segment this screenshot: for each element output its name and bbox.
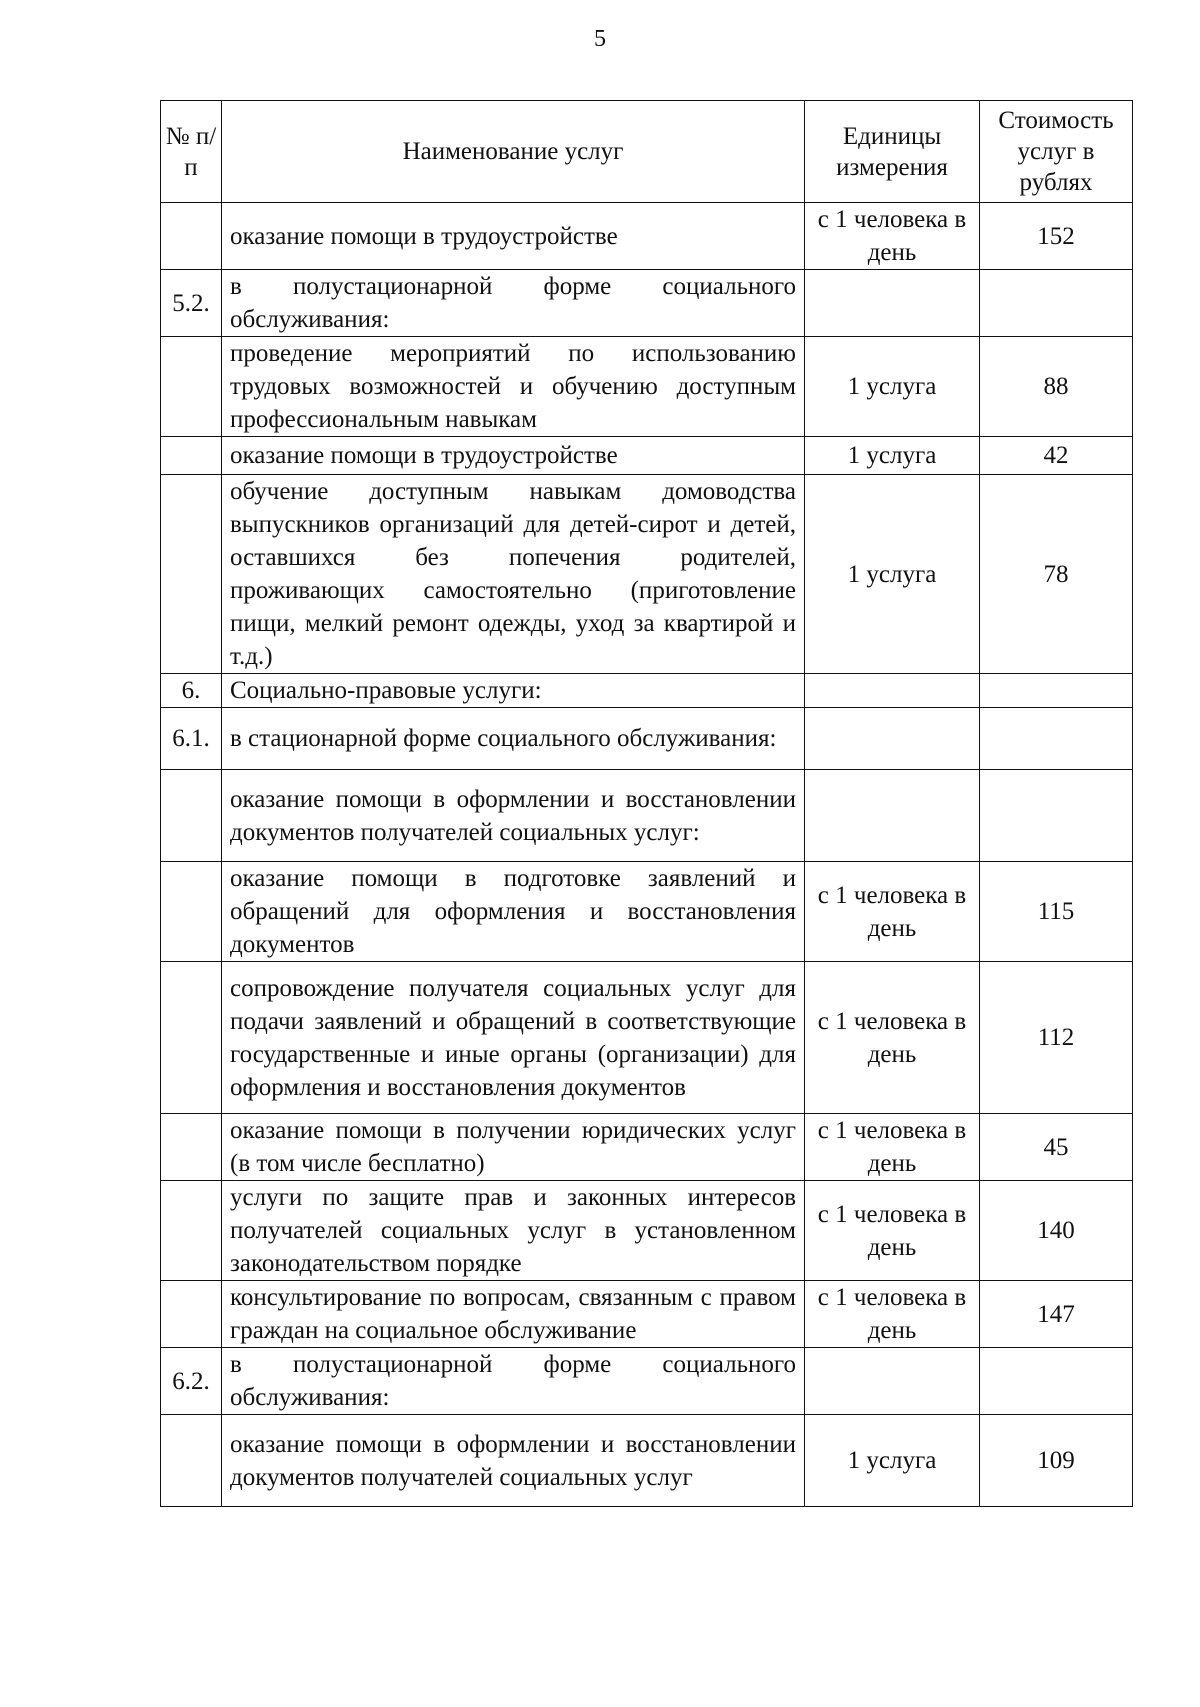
table-row [161,1181,1133,1281]
row-number [161,475,222,674]
service-cost [980,1348,1133,1415]
unit-of-measure: с 1 человека в день [805,203,980,270]
table-row [161,270,1133,337]
table-row [161,1281,1133,1348]
service-name: оказание помощи в трудоустройстве [222,203,805,270]
row-number [161,437,222,475]
header-name: Наименование услуг [222,101,805,203]
service-cost: 88 [980,337,1133,437]
service-cost [980,674,1133,708]
unit-of-measure [805,770,980,862]
header-num: № п/п [161,101,222,203]
table-row [161,337,1133,437]
row-number [161,203,222,270]
service-name: проведение мероприятий по использованию трудовых возможностей и обучению доступным профессиональным навыкам [222,337,805,437]
row-number [161,862,222,962]
row-number [161,1281,222,1348]
unit-of-measure: с 1 человека в день [805,1181,980,1281]
service-name: услуги по защите прав и законных интересов получателей социальных услуг в установленном законодательством порядке [222,1181,805,1281]
service-name: консультирование по вопросам, связанным с правом граждан на социальное обслуживание [222,1281,805,1348]
unit-of-measure: с 1 человека в день [805,1281,980,1348]
table-row [161,1114,1133,1181]
table-row [161,862,1133,962]
unit-of-measure [805,708,980,770]
row-number [161,337,222,437]
table-row [161,1415,1133,1507]
row-number: 5.2. [161,270,222,337]
unit-of-measure [805,270,980,337]
table-row [161,708,1133,770]
service-cost [980,270,1133,337]
unit-of-measure: 1 услуга [805,437,980,475]
service-cost: 42 [980,437,1133,475]
table-row [161,770,1133,862]
service-name: обучение доступным навыкам домоводства выпускников организаций для детей-сирот и детей, оставшихся без попечения родителей, проживающих самостоятельно (приготовление пищи, мелкий ремонт одежды, уход за квартирой и т.д.) [222,475,805,674]
services-price-table [160,100,1133,1507]
service-name: оказание помощи в оформлении и восстановлении документов получателей социальных услуг: [222,770,805,862]
row-number [161,962,222,1114]
service-name: сопровождение получателя социальных услуг для подачи заявлений и обращений в соответствующие государственные и иные органы (организации) для оформления и восстановления документов [222,962,805,1114]
table-header-row [161,101,1133,203]
row-number: 6.1. [161,708,222,770]
table-row [161,962,1133,1114]
row-number: 6.2. [161,1348,222,1415]
row-number: 6. [161,674,222,708]
table-row [161,203,1133,270]
service-cost: 109 [980,1415,1133,1507]
service-cost: 152 [980,203,1133,270]
unit-of-measure: 1 услуга [805,1415,980,1507]
service-cost: 78 [980,475,1133,674]
unit-of-measure: с 1 человека в день [805,962,980,1114]
header-unit: Единицы измерения [805,101,980,203]
service-name: оказание помощи в получении юридических услуг (в том числе бесплатно) [222,1114,805,1181]
unit-of-measure: с 1 человека в день [805,862,980,962]
service-name: в стационарной форме социального обслуживания: [222,708,805,770]
unit-of-measure: с 1 человека в день [805,1114,980,1181]
service-cost: 147 [980,1281,1133,1348]
row-number [161,770,222,862]
table-row [161,674,1133,708]
header-cost: Стоимость услуг в рублях [980,101,1133,203]
page-number: 5 [594,26,606,52]
unit-of-measure: 1 услуга [805,475,980,674]
service-cost [980,770,1133,862]
unit-of-measure [805,674,980,708]
unit-of-measure [805,1348,980,1415]
service-name: оказание помощи в подготовке заявлений и обращений для оформления и восстановления документов [222,862,805,962]
service-cost: 140 [980,1181,1133,1281]
row-number [161,1415,222,1507]
service-name: в полустационарной форме социального обслуживания: [222,1348,805,1415]
service-cost: 112 [980,962,1133,1114]
table-row [161,475,1133,674]
service-cost: 115 [980,862,1133,962]
service-name: Социально-правовые услуги: [222,674,805,708]
service-cost [980,708,1133,770]
service-name: оказание помощи в оформлении и восстановлении документов получателей социальных услуг [222,1415,805,1507]
table-row [161,1348,1133,1415]
table-row [161,437,1133,475]
row-number [161,1114,222,1181]
row-number [161,1181,222,1281]
service-name: оказание помощи в трудоустройстве [222,437,805,475]
service-cost: 45 [980,1114,1133,1181]
service-name: в полустационарной форме социального обслуживания: [222,270,805,337]
unit-of-measure: 1 услуга [805,337,980,437]
